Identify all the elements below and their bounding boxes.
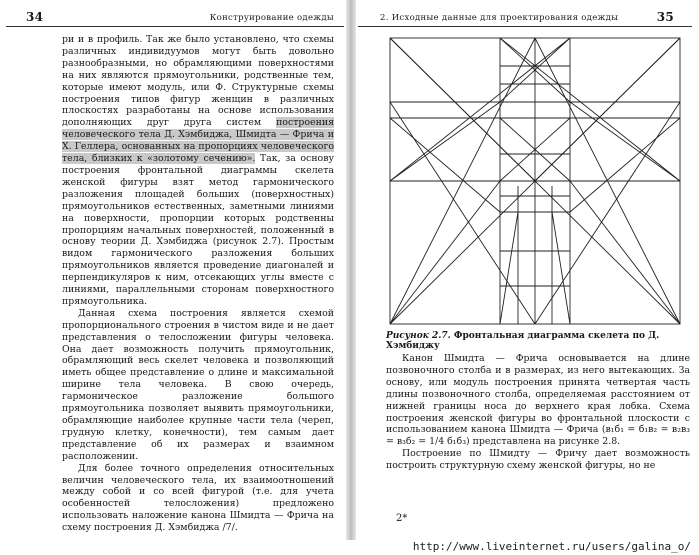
diagonal-line — [570, 118, 680, 212]
diagonal-line — [535, 102, 680, 324]
paragraph: Данная схема построения является схемой пропорционального строения в чистом виде и не дает представления о телосложении фигуры человека. Она дает возможность получить прямоугольник, обрамляющий весь скелет человека и позволяющий иметь общее представление о длине и максимальной ширине тела человека. В свою очередь, гармоническое разложение большого прямоугольника позволяет выявить прямоугольники, обрамляющие наиболее крупные части тела (череп, грудную клетку, конечности), тем самым дает представление об их размерах и взаимном расположении. — [62, 307, 334, 462]
left-body-text — [62, 34, 334, 534]
diagonal-line — [390, 102, 500, 181]
caption-text: Фронтальная диаграмма скелета по Д. Хэмбиджу — [386, 331, 660, 351]
diagonal-line — [390, 118, 500, 212]
diagonal-line — [570, 102, 680, 181]
diagonal-line — [390, 38, 535, 181]
right-page-header — [358, 8, 692, 27]
highlighted-text: построения человеческого тела Д. Хэмбиджа, Шмидта — Фрича и Х. Геллера, основанных на пропорциях человеческого тела, близких к «золотому сечению». — [62, 117, 334, 165]
paragraph: Построение по Шмидту — Фричу дает возможность построить структурную схему женской фигуры, но не — [386, 448, 690, 472]
diagonal-line — [535, 38, 680, 181]
diagonal-line — [570, 181, 680, 324]
left-running-title: Конструирование одежды — [209, 13, 334, 23]
figure-caption — [386, 331, 686, 351]
paragraph: Для более точного определения относительных величин человеческого тела, их взаимоотношений между собой и со всей фигурой (т.е. для учета особенностей телосложения) предложено использовать наложение канона Шмидта — Фрича на схему построения Д. Хэмбиджа /7/. — [62, 462, 334, 534]
diagonal-line — [552, 212, 570, 324]
left-page — [6, 8, 344, 538]
paragraph — [62, 34, 334, 308]
diagonal-line — [390, 102, 535, 324]
diagonal-line — [500, 38, 680, 181]
paragraph-text: ри и в профиль. Так же было установлено, что схемы различных индивидуумов могут быть довольно разнообразными, но обрамляющими поверхностями на них являются прямоугольники, родственные тем, которые имеют модуль, или Ф. Структурные схемы построения типов фигур женщин в различных плоскостях разработаны на основе использования дополняющих друг друга систем — [62, 34, 334, 129]
diagonal-line — [390, 181, 500, 324]
right-page — [358, 8, 692, 538]
paragraph-text: Так, за основу построения фронтальной диаграммы скелета женской фигуры взят метод гармонического разложения площадей больших (поверхностных) прямоугольников естественных, заметными линиями на поверхности, пропорции которых родственны пропорциям начальных поверхностей, положенный в основу теории Д. Хэмбиджа (рисунок 2.7). Простым видом гармонического разложения больших прямоугольников является проведение диагоналей и перпендикуляров к ним, отсекающих углы вместе с линиями, параллельными сторонам поверхностного прямоугольника. — [62, 153, 334, 307]
hambidge-skeleton-diagram — [388, 36, 682, 326]
left-page-header — [6, 8, 344, 27]
paragraph: Канон Шмидта — Фрича основывается на длине позвоночного столба и в размерах, из него вытекающих. За основу, или модуль построения принята четвертая часть длины позвоночного столба, определяемая расстоянием от нижней границы носа до верхнего края лобка. Схема построения женской фигуры во фронтальной плоскости с использованием канона Шмидта — Фрича (в₁б₁ = б₁в₂ = в₂в₃ = в₃б₂ = 1/4 б₁б₃) представлена на рисунке 2.8. — [386, 353, 690, 448]
right-page-number: 35 — [656, 10, 674, 24]
right-running-title: 2. Исходные данные для проектирования одежды — [380, 13, 619, 23]
right-body-text — [386, 353, 690, 472]
book-spine — [346, 0, 356, 540]
source-url-watermark: http://www.liveinternet.ru/users/galina_o/ — [412, 540, 691, 553]
diagonal-line — [390, 38, 570, 181]
caption-label: Рисунок 2.7. — [386, 331, 451, 341]
left-page-number: 34 — [26, 10, 44, 24]
diagonal-line — [500, 212, 518, 324]
signature-mark: 2* — [396, 513, 408, 524]
